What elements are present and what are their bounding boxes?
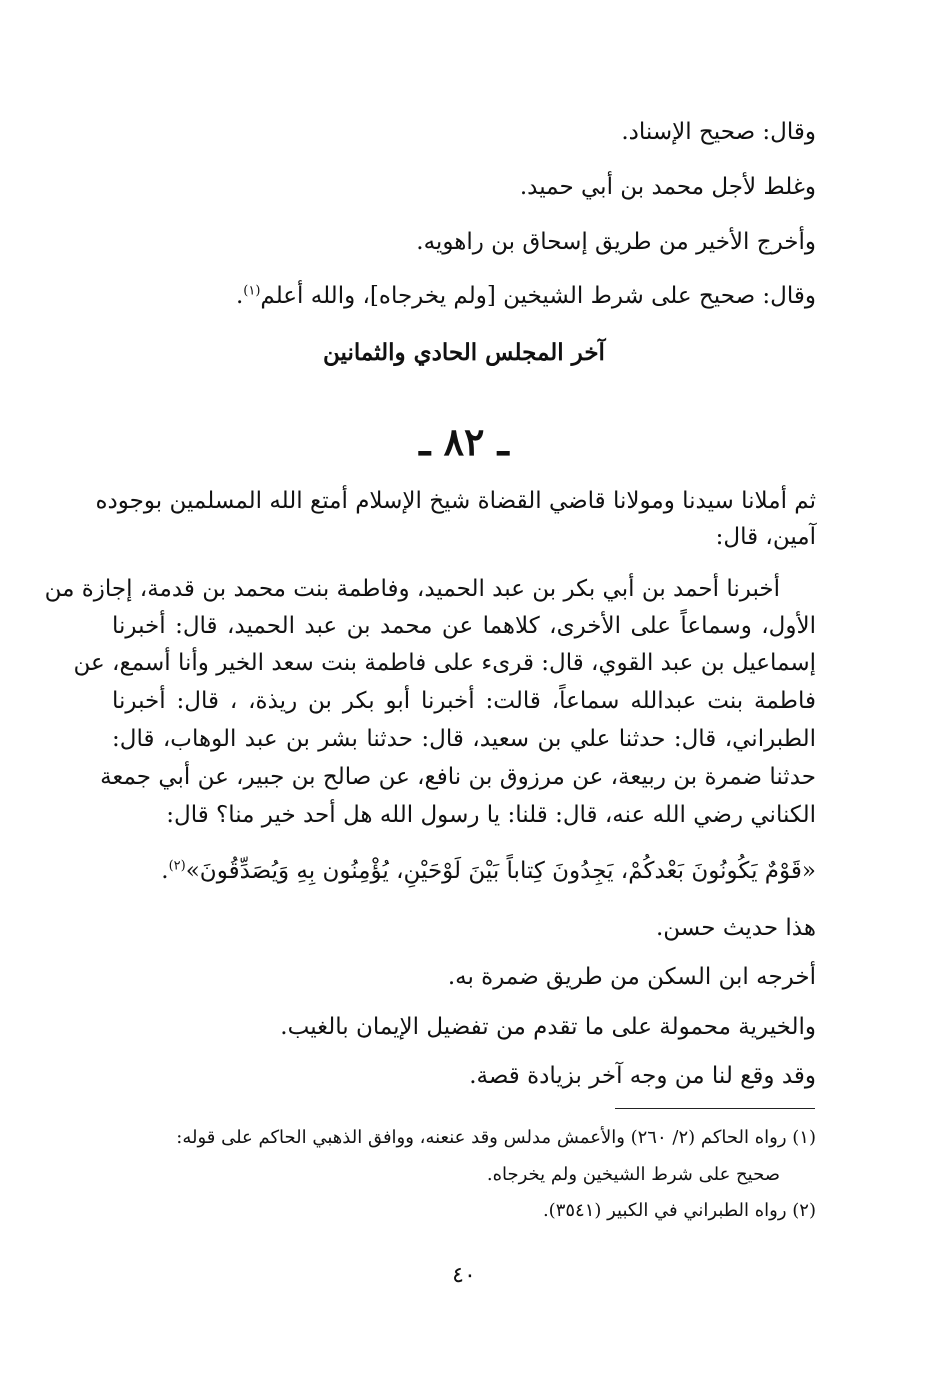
text-line: وأخرج الأخير من طريق إسحاق بن راهويه. [416, 229, 816, 255]
text-line: هذا حديث حسن. [655, 915, 816, 941]
isnad-line: الكناني رضي الله عنه، قال: قلنا: يا رسول الله هل أحد خير منا؟ قال: [166, 802, 816, 828]
text-line: أخرجه ابن السكن من طريق ضمرة به. [447, 964, 816, 990]
intro-line: آمين، قال: [715, 524, 816, 550]
text-line: وقد وقع لنا من وجه آخر بزيادة قصة. [469, 1063, 816, 1089]
isnad-line: حدثنا ضمرة بن ربيعة، عن مرزوق بن نافع، عن صالح بن جبير، عن أبي جمعة [100, 764, 816, 790]
isnad-line: أخبرنا أحمد بن أبي بكر بن عبد الحميد، وفاطمة بنت محمد بن قدمة، إجازة من [44, 576, 780, 602]
intro-line: ثم أملانا سيدنا ومولانا قاضي القضاة شيخ الإسلام أمتع الله المسلمين بوجوده [95, 488, 816, 514]
hadith-line [161, 856, 816, 886]
footnote-continuation: صحيح على شرط الشيخين ولم يخرجاه. [486, 1164, 780, 1185]
footnote: (١) رواه الحاكم (٢/ ٢٦٠) والأعمش مدلس وقد عنعنه، ووافق الذهبي الحاكم على قوله: [176, 1127, 816, 1148]
footnote-divider [615, 1108, 815, 1109]
isnad-line: الأول، وسماعاً على الأخرى، كلاهما عن محمد بن عبد الحميد، قال: أخبرنا [112, 613, 816, 639]
footnote: (٢) رواه الطبراني في الكبير (٣٥٤١). [542, 1200, 816, 1221]
text-line: وغلط لأجل محمد بن أبي حميد. [519, 174, 816, 200]
text-line [236, 281, 816, 311]
isnad-line: فاطمة بنت عبدالله سماعاً، قالت: أخبرنا أبو بكر بن ريذة، ، قال: أخبرنا [112, 688, 816, 714]
majlis-end-heading: آخر المجلس الحادي والثمانين [323, 339, 605, 366]
footnote-ref: (١) [243, 283, 261, 299]
page-number: ٤٠ [452, 1263, 476, 1288]
line-end: . [235, 283, 244, 309]
footnote-ref: (٢) [168, 858, 186, 874]
line-text: وقال: صحيح على شرط الشيخين [ولم يخرجاه]، والله أعلم [260, 283, 816, 309]
isnad-line: الطبراني، قال: حدثنا علي بن سعيد، قال: حدثنا بشر بن عبد الوهاب، قال: [112, 726, 816, 752]
section-number: ـ ٨٢ ـ [419, 419, 509, 464]
text-line: والخيرية محمولة على ما تقدم من تفضيل الإيمان بالغيب. [280, 1014, 816, 1040]
isnad-line: إسماعيل بن عبد القوي، قال: قرىء على فاطمة بنت سعد الخير وأنا أسمع، عن [73, 650, 816, 676]
hadith-text: «قَوْمٌ يَكُونُونَ بَعْدكُمْ، يَجِدُونَ كِتاباً بَيْنَ لَوْحَيْنِ، يُؤْمِنُون بِهِ وَيُصَدِّقُونَ» [185, 858, 816, 884]
text-line: وقال: صحيح الإسناد. [621, 119, 816, 145]
line-end: . [161, 858, 169, 884]
